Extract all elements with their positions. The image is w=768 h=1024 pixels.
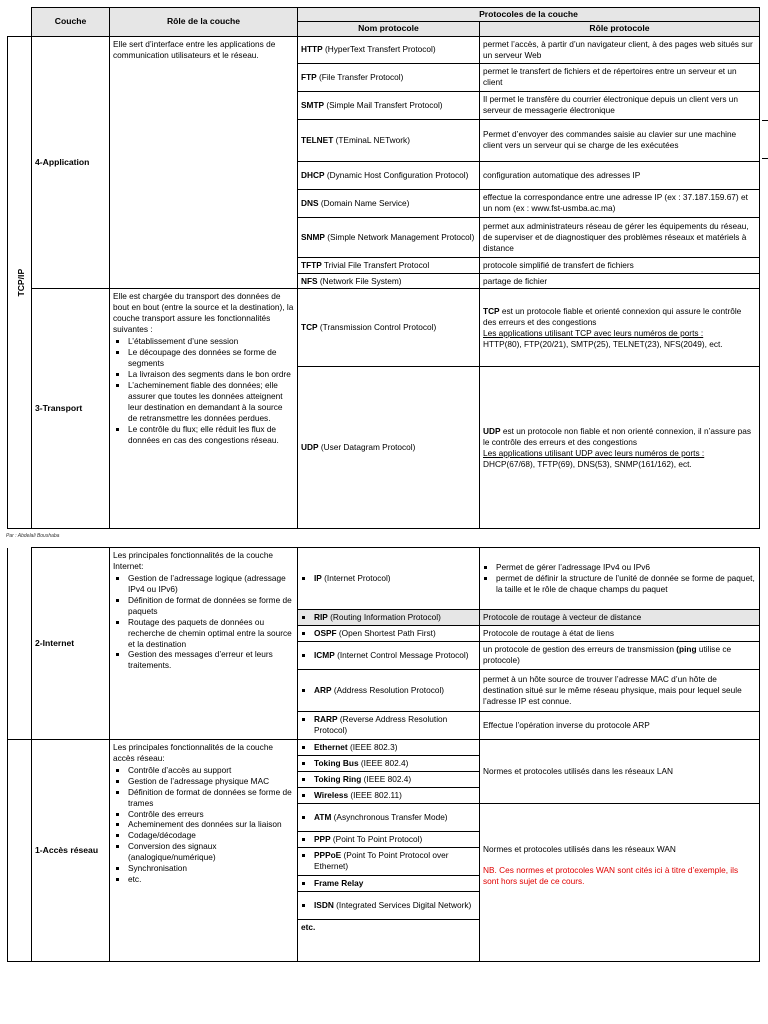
side-mark	[762, 120, 768, 121]
transport-role-list: ▪ L’établissement d’une session ▪ Le découpage des données se forme de segments ▪ La livraison des segments dans le bon ordre ▪ L’acheminement fiable des données; elle assurer que toutes les données atteignent leur destination en demandant à la source de retransmettre les données perdues. ▪ Le contrôle du flux; elle réduit les flux de données en cas des congestions réseau.	[113, 336, 294, 445]
role-dhcp: configuration automatique des adresses IP	[480, 161, 760, 189]
protocol-arp: ▪ ARP (Address Resolution Protocol)	[298, 669, 480, 711]
tcpip-label: TCP/IP	[16, 268, 27, 297]
author-credit: Par : Abdelali Boushaba	[6, 533, 60, 539]
protocol-ospf: ▪ OSPF (Open Shortest Path First)	[298, 625, 480, 641]
protocol-icmp: ▪ ICMP (Internet Control Message Protocol)	[298, 641, 480, 669]
header-protocoles: Protocoles de la couche	[298, 8, 760, 22]
role-rarp: Effectue l’opération inverse du protocole ARP	[480, 711, 760, 739]
layer-transport: 3-Transport	[32, 289, 110, 529]
role-http: permet l’accès, à partir d’un navigateur client, à des pages web situés sur un serveur Web	[480, 36, 760, 63]
role-ospf: Protocole de routage à état de liens	[480, 625, 760, 641]
access-role-list: ▪ Contrôle d’accès au support ▪ Gestion de l’adressage physique MAC ▪ Définition de format de données se forme de trames ▪ Contrôle des erreurs ▪ Acheminement des données sur la liaison ▪ Codage/décodage ▪ Conversion des signaux (analogique/numérique) ▪ Synchronisation ▪ etc.	[113, 765, 294, 885]
protocol-rip: ▪ RIP (Routing Information Protocol)	[298, 610, 480, 626]
role-nfs: partage de fichier	[480, 273, 760, 289]
role-telnet: Permet d’envoyer des commandes saisie au clavier sur une machine client vers un serveur qui se charge de les exécutées	[480, 119, 760, 161]
protocol-nfs: NFS (Network File System)	[298, 273, 480, 289]
protocol-snmp: SNMP (Simple Network Management Protocol)	[298, 217, 480, 257]
role-smtp: Il permet le transfère du courrier électronique depuis un client vers un serveur de messagerie électronique	[480, 91, 760, 119]
role-acces-reseau: Les principales fonctionnalités de la couche accès réseau: ▪ Contrôle d’accès au support ▪ Gestion de l’adressage physique MAC ▪ Définition de format de données se forme de trames ▪ Contrôle des erreurs ▪ Acheminement des données sur la liaison ▪ Codage/décodage ▪ Conversion des signaux (analogique/numérique) ▪ Synchronisation ▪ etc.	[110, 739, 298, 961]
protocol-etc: etc.	[298, 919, 480, 961]
role-rip: Protocole de routage à vecteur de distance	[480, 610, 760, 626]
role-tcp: TCP est un protocole fiable et orienté connexion qui assure le contrôle des erreurs et des congestions Les applications utilisant TCP avec leurs numéros de ports : HTTP(80), FTP(20/21), SMTP(25), TELNET(23), NFS(2049), ect.	[480, 289, 760, 367]
header-couche: Couche	[32, 8, 110, 37]
role-application: Elle sert d’interface entre les applications de communication utilisateurs et le réseau.	[110, 36, 298, 289]
protocol-tftp: TFTP Trivial File Transfert Protocol	[298, 257, 480, 273]
role-ftp: permet le transfert de fichiers et de répertoires entre un serveur et un client	[480, 63, 760, 91]
layer-application: 4-Application	[32, 36, 110, 289]
protocol-dns: DNS (Domain Name Service)	[298, 189, 480, 217]
wan-note: NB. Ces normes et protocoles WAN sont cités ici à titre d’exemple, ils sont hors sujet de ce cours.	[483, 864, 739, 886]
role-dns: effectue la correspondance entre une adresse IP (ex : 37.187.159.67) et un nom (ex : www.fst-usmba.ac.ma)	[480, 189, 760, 217]
role-lan: Normes et protocoles utilisés dans les réseaux LAN	[480, 739, 760, 803]
protocol-rarp: ▪ RARP (Reverse Address Resolution Protocol)	[298, 711, 480, 739]
protocol-ip: ▪ IP (Internet Protocol)	[298, 548, 480, 610]
protocol-frame-relay: ▪ Frame Relay	[298, 875, 480, 891]
protocol-ethernet: ▪ Ethernet (IEEE 802.3)	[298, 739, 480, 755]
role-wan: Normes et protocoles utilisés dans les réseaux WAN NB. Ces normes et protocoles WAN sont cités ici à titre d’exemple, ils sont hors sujet de ce cours.	[480, 803, 760, 961]
protocol-table-upper	[7, 7, 760, 529]
protocol-wireless: ▪ Wireless (IEEE 802.11)	[298, 787, 480, 803]
protocol-token-ring: ▪ Toking Ring (IEEE 802.4)	[298, 771, 480, 787]
protocol-smtp: SMTP (Simple Mail Transfert Protocol)	[298, 91, 480, 119]
role-icmp: un protocole de gestion des erreurs de transmission (ping utilise ce protocole)	[480, 641, 760, 669]
role-transport: Elle est chargée du transport des données de bout en bout (entre la source et la destination), la couche transport assure les fonctionnalités suivantes : ▪ L’établissement d’une session ▪ Le découpage des données se forme de segments ▪ La livraison des segments dans le bon ordre ▪ L’acheminement fiable des données; elle assurer que toutes les données atteignent leur destination en demandant à la source de retransmettre les données perdues. ▪ Le contrôle du flux; elle réduit les flux de données en cas des congestions réseau.	[110, 289, 298, 529]
role-snmp: permet aux administrateurs réseau de gérer les équipements du réseau, de superviser et de diagnostiquer des problèmes réseaux et matériels à distance	[480, 217, 760, 257]
side-mark	[762, 158, 768, 159]
role-ip: ▪ Permet de gérer l’adressage IPv4 ou IPv6 ▪ permet de définir la structure de l’unité de donnée se forme de paquet, la taille et le rôle de chaque champs du paquet	[480, 548, 760, 610]
protocol-dhcp: DHCP (Dynamic Host Configuration Protocol)	[298, 161, 480, 189]
protocol-token-bus: ▪ Toking Bus (IEEE 802.4)	[298, 755, 480, 771]
role-tftp: protocole simplifié de transfert de fichiers	[480, 257, 760, 273]
role-udp: UDP est un protocole non fiable et non orienté connexion, il n’assure pas le contrôle des erreurs et des congestions Les applications utilisant UDP avec leurs numéros de ports : DHCP(67/68), TFTP(69), DNS(53), SNMP(161/162), ect.	[480, 367, 760, 529]
role-arp: permet à un hôte source de trouver l’adresse MAC d’un hôte de destination situé sur le même réseau physique, mais pour lequel seule l’adresse IP est connue.	[480, 669, 760, 711]
protocol-isdn: ▪ ISDN (Integrated Services Digital Network)	[298, 891, 480, 919]
protocol-tcp: TCP (Transmission Control Protocol)	[298, 289, 480, 367]
protocol-udp: UDP (User Datagram Protocol)	[298, 367, 480, 529]
protocol-telnet: TELNET (TEminaL NETwork)	[298, 119, 480, 161]
protocol-atm: ▪ ATM (Asynchronous Transfer Mode)	[298, 803, 480, 831]
layer-acces-reseau: 1-Accès réseau	[32, 739, 110, 961]
layer-internet: 2-Internet	[32, 548, 110, 740]
header-role-couche: Rôle de la couche	[110, 8, 298, 37]
internet-role-list: ▪ Gestion de l’adressage logique (adressage IPv4 ou IPv6) ▪ Définition de format de données se forme de paquets ▪ Routage des paquets de données ou recherche de chemin optimal entre la source et la destination ▪ Gestion des messages d’erreur et leurs traitements.	[113, 573, 294, 671]
protocol-table-lower	[7, 547, 760, 962]
header-nom-protocole: Nom protocole	[298, 22, 480, 36]
role-internet: Les principales fonctionnalités de la couche Internet: ▪ Gestion de l’adressage logique (adressage IPv4 ou IPv6) ▪ Définition de format de données se forme de paquets ▪ Routage des paquets de données ou recherche de chemin optimal entre la source et la destination ▪ Gestion des messages d’erreur et leurs traitements.	[110, 548, 298, 740]
tcpip-label-cell	[8, 36, 32, 529]
protocol-ftp: FTP (File Transfer Protocol)	[298, 63, 480, 91]
protocol-pppoe: ▪ PPPoE (Point To Point Protocol over Ethernet)	[298, 847, 480, 875]
header-role-protocole: Rôle protocole	[480, 22, 760, 36]
protocol-http: HTTP (HyperText Transfert Protocol)	[298, 36, 480, 63]
protocol-ppp: ▪ PPP (Point To Point Protocol)	[298, 831, 480, 847]
